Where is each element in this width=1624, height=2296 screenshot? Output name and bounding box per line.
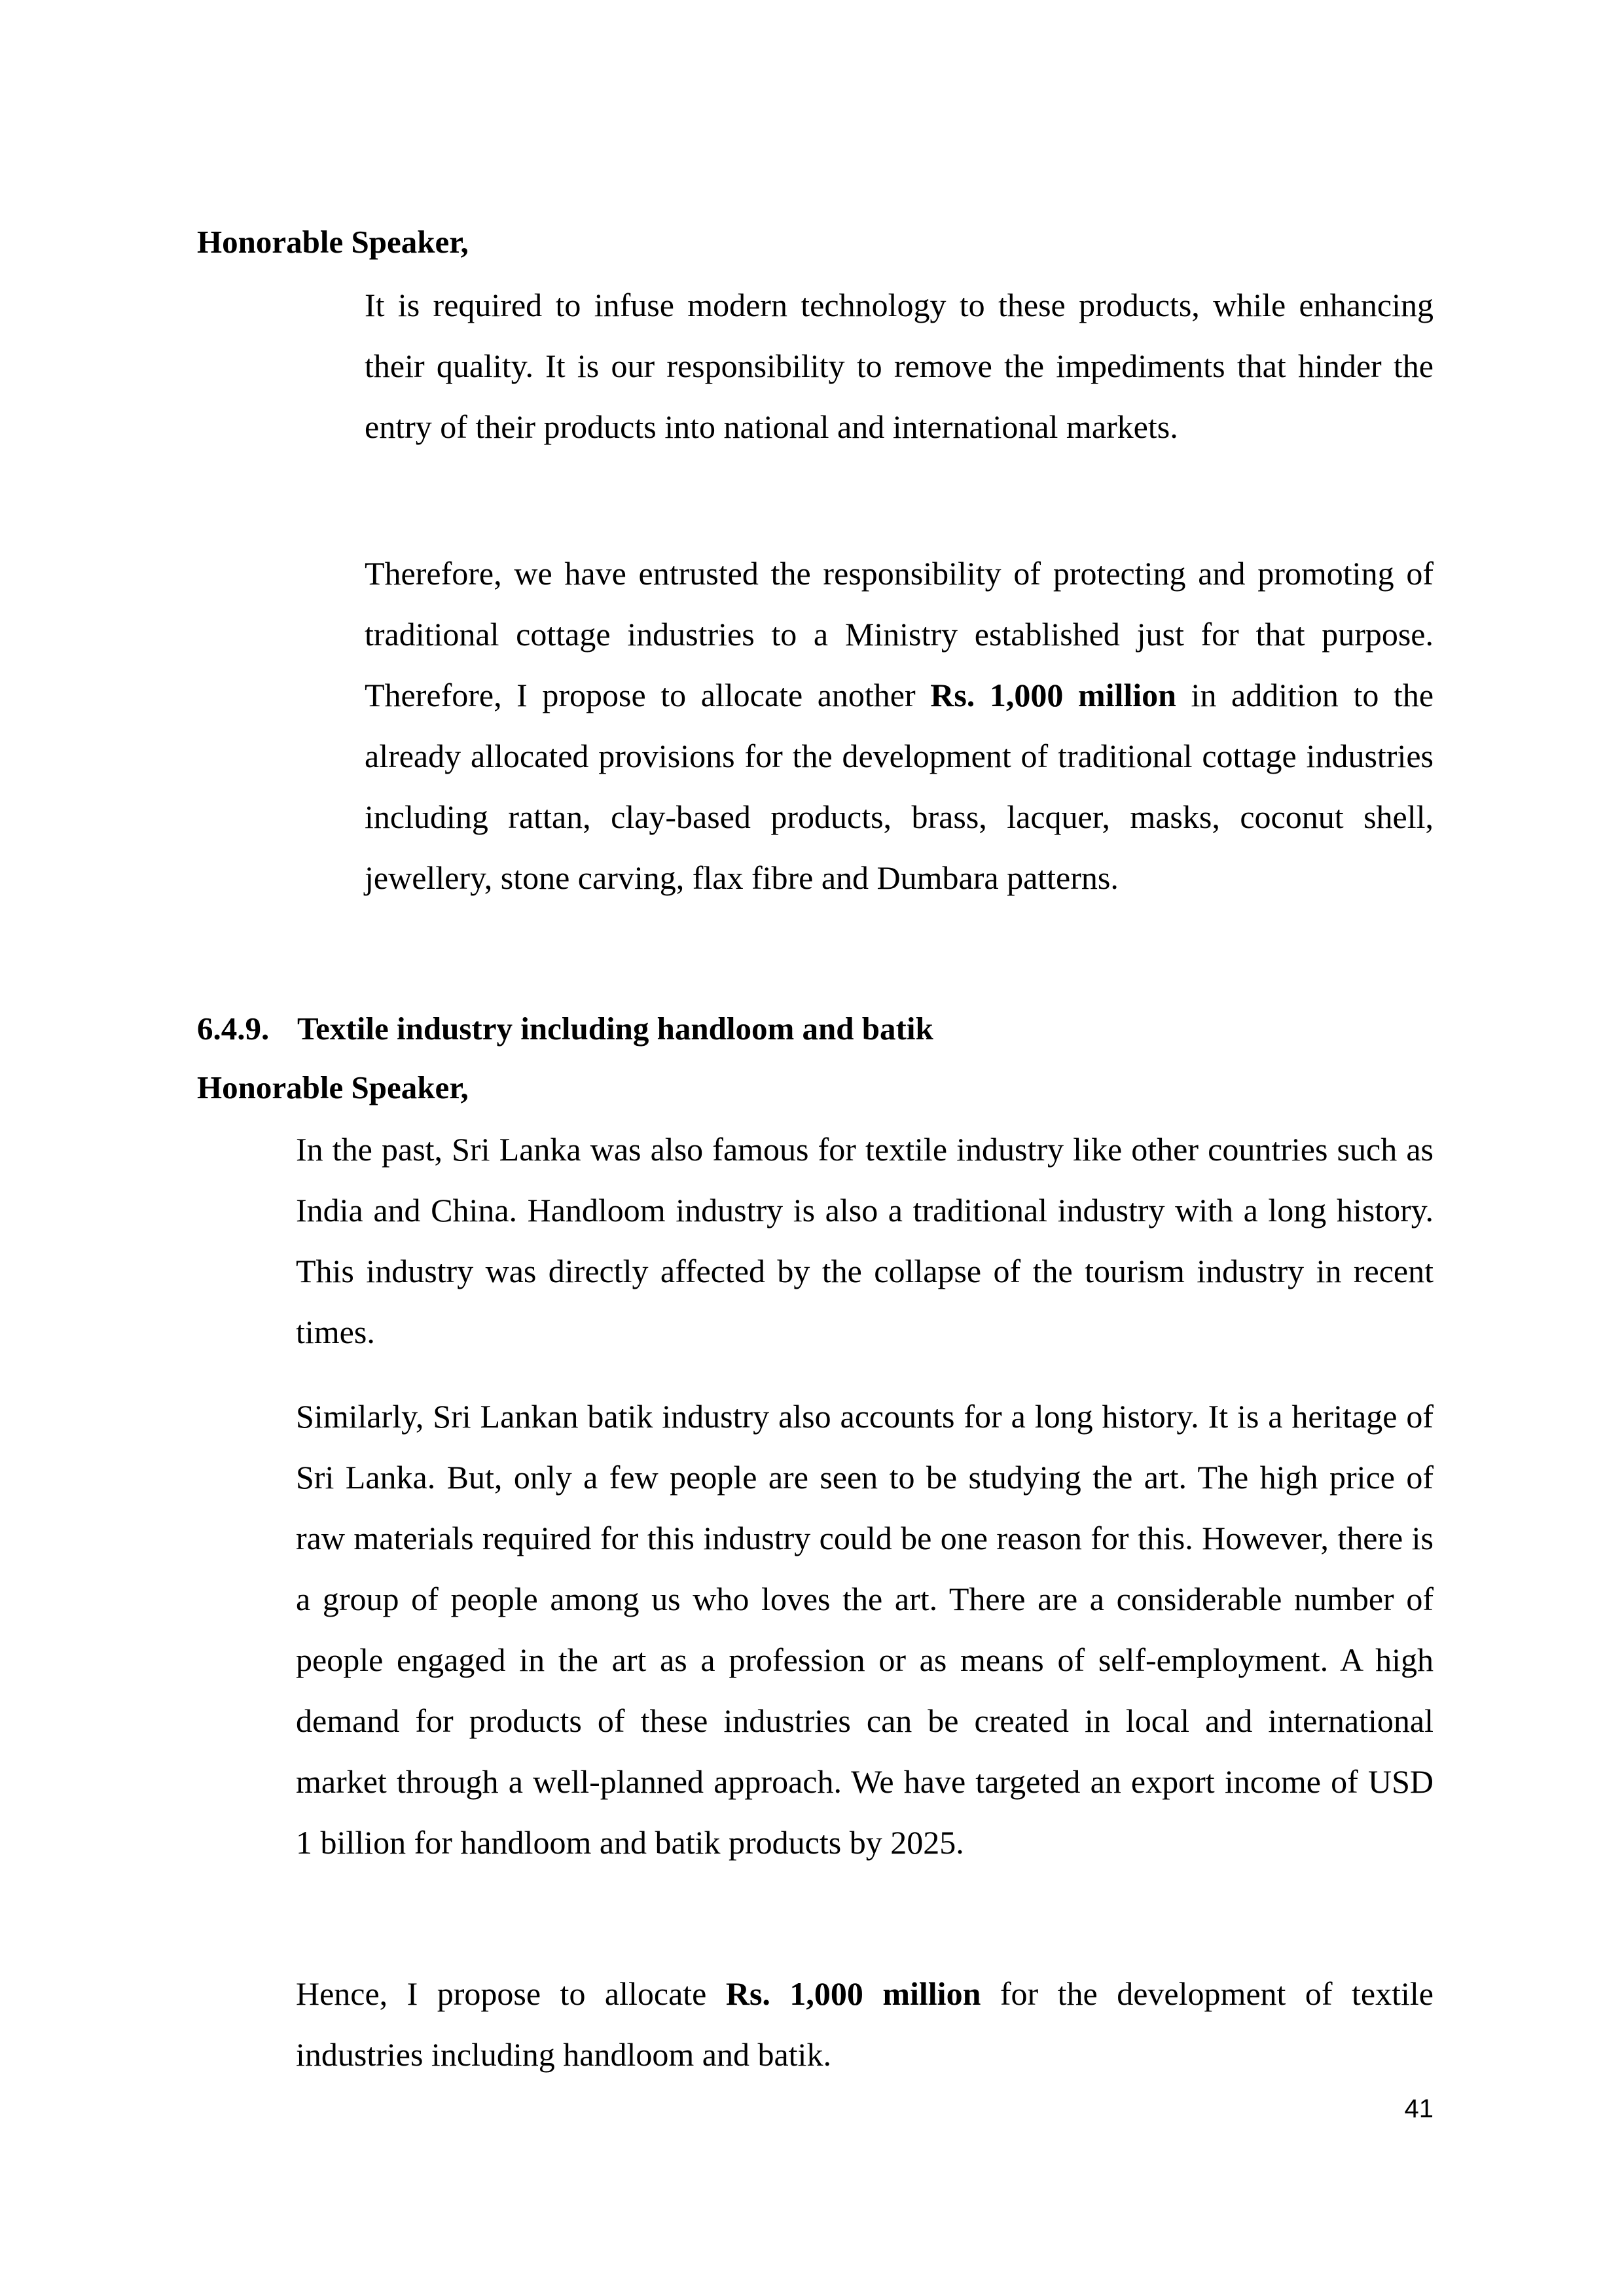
- section-heading: [197, 1009, 933, 1049]
- section-number: 6.4.9.: [197, 1011, 270, 1047]
- salutation-heading: Honorable Speaker,: [197, 1069, 469, 1105]
- page-number: 41: [1404, 2094, 1434, 2123]
- paragraph-cottage-industries: [365, 543, 1434, 908]
- paragraph-textile-history: In the past, Sri Lanka was also famous for textile industry like other countries such as India and China. Handloom industry is also a traditional industry with a long history. This industry was directly affected by the collapse of the tourism industry in recent times.: [296, 1131, 1434, 1350]
- section-title: Textile industry including handloom and batik: [297, 1011, 933, 1047]
- salutation-heading: Honorable Speaker,: [197, 224, 469, 260]
- paragraph-text: in addition to the already allocated provisions for the development of traditional cottage industries including rattan, clay-based products, brass, lacquer, masks, coconut shell, jewellery, stone carving, flax fibre and Dumbara patterns.: [365, 677, 1434, 896]
- allocation-amount: Rs. 1,000 million: [930, 677, 1176, 713]
- paragraph-technology: It is required to infuse modern technology to these products, while enhancing their quality. It is our responsibility to remove the impediments that hinder the entry of their products into national and international markets.: [365, 287, 1434, 445]
- paragraph-batik: Similarly, Sri Lankan batik industry also accounts for a long history. It is a heritage of Sri Lanka. But, only a few people are seen to be studying the art. The high price of raw materials required for this industry could be one reason for this. However, there is a group of people among us who loves the art. There are a considerable number of people engaged in the art as a profession or as means of self-employment. A high demand for products of these industries can be created in local and international market through a well-planned approach. We have targeted an export income of USD 1 billion for handloom and batik products by 2025.: [296, 1398, 1434, 1861]
- allocation-amount: Rs. 1,000 million: [725, 1975, 981, 2012]
- paragraph-textile-allocation: [296, 1964, 1434, 2085]
- paragraph-text: for the development of textile industries including handloom and batik.: [296, 1975, 1434, 2073]
- paragraph-text: Therefore, we have entrusted the responsibility of protecting and promoting of traditional cottage industries to a Ministry established just for that purpose. Therefore, I propose to allocate another: [365, 555, 1434, 713]
- paragraph-text: Hence, I propose to allocate: [296, 1975, 726, 2012]
